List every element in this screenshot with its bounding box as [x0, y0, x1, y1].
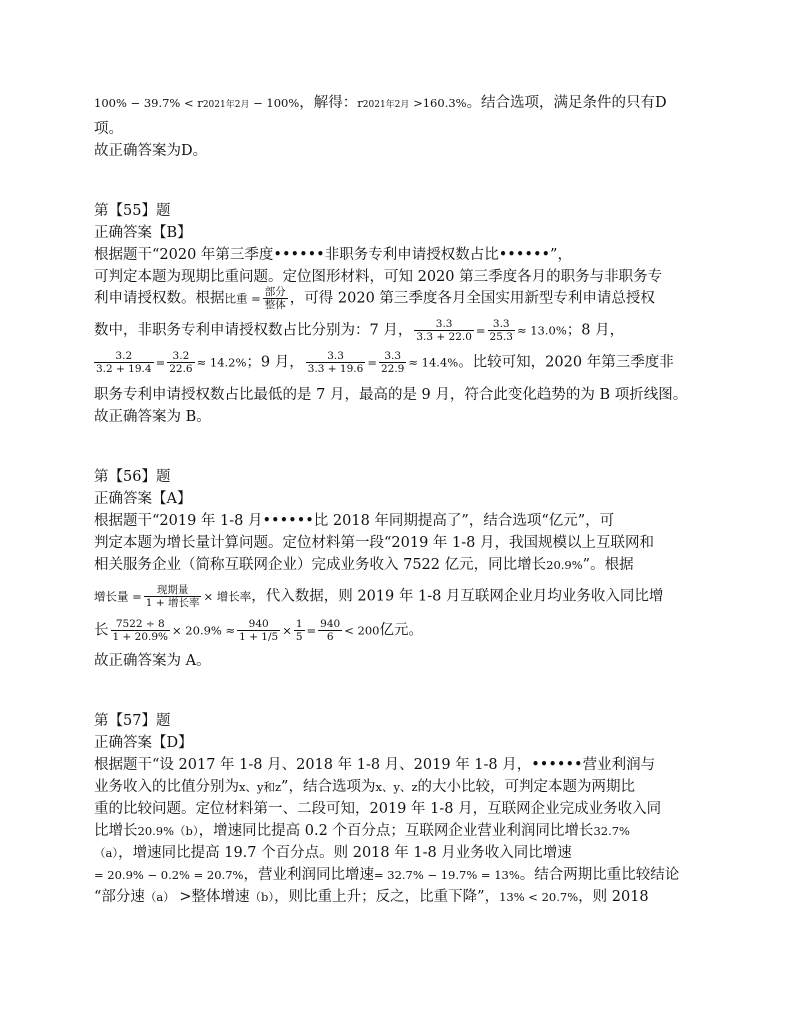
q56-para-line: 判定本题为增长量计算问题。定位材料第一段“2019 年 1-8 月，我国规模以上互联网和	[94, 535, 654, 551]
fraction: $\frac{7522 \div 8}{1 + 20.9\%}$	[112, 618, 169, 643]
q56-answer-final: 故正确答案为 A。	[94, 653, 211, 669]
fraction: $\frac{3.3}{25.3}$	[489, 318, 513, 343]
fraction: $\frac{3.3}{3.3 + 22.0}$	[416, 318, 472, 343]
math-inequality: 100% − 39.7% < r	[94, 96, 203, 110]
q55-para-line: 根据题干“2020 年第三季度••••••非职务专利申请授权数占比••••••”，	[94, 247, 572, 263]
fraction: $\frac{3.2}{22.6}$	[169, 350, 193, 375]
q57-para-line: （a），增速同比提高 19.7 个百分点。则 2018 年 1-8 月业务收入同比增速	[94, 845, 572, 861]
fraction: $\frac{\text{现期量}}{\text{1 + 增长率}}$	[145, 584, 200, 609]
q55-answer: 正确答案【B】	[94, 225, 192, 241]
intro-line-2: 项。	[94, 121, 123, 137]
q55-para-line: 职务专利申请授权数占比最低的是 7 月，最高的是 9 月，符合此变化趋势的为 B 项折线图。	[94, 387, 688, 403]
q55-para-line: $\frac{3.2}{3.2 + 19.4}$ = $\frac{3.2}{22.6}$ ≈ 14.2%；9 月， $\frac{3.3}{3.3 + 19.6}$ = $\frac{3.3}{22.9}$ ≈ 14.4%。比较可知，2020 年第三季度非	[96, 350, 674, 375]
q56-title: 第【56】题	[94, 469, 171, 485]
fraction: $\frac{940}{6}$	[320, 618, 341, 643]
q56-para-line: 根据题干“2019 年 1-8 月••••••比 2018 年同期提高了”，结合选项“亿元”，可	[94, 513, 615, 529]
q55-para-line: 可判定本题为现期比重问题。定位图形材料，可知 2020 第三季度各月的职务与非职务专	[94, 269, 663, 285]
q55-para-line: 数中，非职务专利申请授权数占比分别为：7 月， $\frac{3.3}{3.3 + 22.0}$ = $\frac{3.3}{25.3}$ ≈ 13.0%；8 月，	[94, 318, 625, 343]
q57-answer: 正确答案【D】	[94, 735, 193, 751]
q57-para-line: 根据题干“设 2017 年 1-8 月、2018 年 1-8 月、2019 年 1-8 月，••••••营业利润与	[94, 757, 656, 773]
q55-answer-final: 故正确答案为 B。	[94, 409, 211, 425]
q57-para-line: = 20.9% − 0.2% = 20.7%，营业利润同比增速= 32.7% − 19.7% = 13%。结合两期比重比较结论	[94, 867, 680, 883]
q55-title: 第【55】题	[94, 203, 171, 219]
q56-answer: 正确答案【A】	[94, 491, 192, 507]
fraction: $\frac{3.3}{3.3 + 19.6}$	[307, 350, 364, 375]
q57-para-line: 重的比较问题。定位材料第一、二段可知，2019 年 1-8 月，互联网企业完成业务收入同	[94, 801, 662, 817]
q55-para-line: 利申请授权数。根据比重 = $\frac{\text{部分}}{\text{整体}}$ ，可得 2020 第三季度各月全国实用新型专利申请总授权	[94, 286, 655, 311]
q57-para-line: “部分速（a） >整体增速（b），则比重上升；反之，比重下降”，13% < 20.7%，则 2018	[94, 889, 649, 905]
q57-title: 第【57】题	[94, 713, 171, 729]
q56-para-line: 增长量 = $\frac{\text{现期量}}{\text{1 + 增长率}}$ × 增长率，代入数据，则 2019 年 1-8 月互联网企业月均业务收入同比增	[94, 584, 664, 609]
fraction: $\frac{3.3}{22.9}$	[380, 350, 405, 375]
fraction: $\frac{3.2}{3.2 + 19.4}$	[96, 350, 152, 375]
intro-line-1: 100% − 39.7% < r2021年2月 − 100%，解得：r2021年2月 >160.3%。结合选项，满足条件的只有D	[94, 95, 667, 111]
intro-answer: 故正确答案为D。	[94, 143, 208, 159]
q57-para-line: 比增长20.9%（b），增速同比提高 0.2 个百分点；互联网企业营业利润同比增长32.7%	[94, 823, 630, 839]
fraction: $\frac{940}{1 + 1/5}$	[239, 618, 279, 643]
q56-para-line: 长 $\frac{7522 \div 8}{1 + 20.9\%}$ × 20.9% ≈ $\frac{940}{1 + 1/5}$ × $\frac{1}{5}$ = $\frac{940}{6}$ < 200亿元。	[94, 618, 423, 643]
fraction: $\frac{\text{部分}}{\text{整体}}$	[264, 286, 286, 311]
fraction: $\frac{1}{5}$	[295, 618, 303, 643]
q56-para-line: 相关服务企业（简称互联网企业）完成业务收入 7522 亿元，同比增长20.9%”。根据	[94, 557, 634, 573]
q57-para-line: 业务收入的比值分别为x、y和z”，结合选项为x、y、z的大小比较，可判定本题为两期比	[94, 779, 636, 795]
